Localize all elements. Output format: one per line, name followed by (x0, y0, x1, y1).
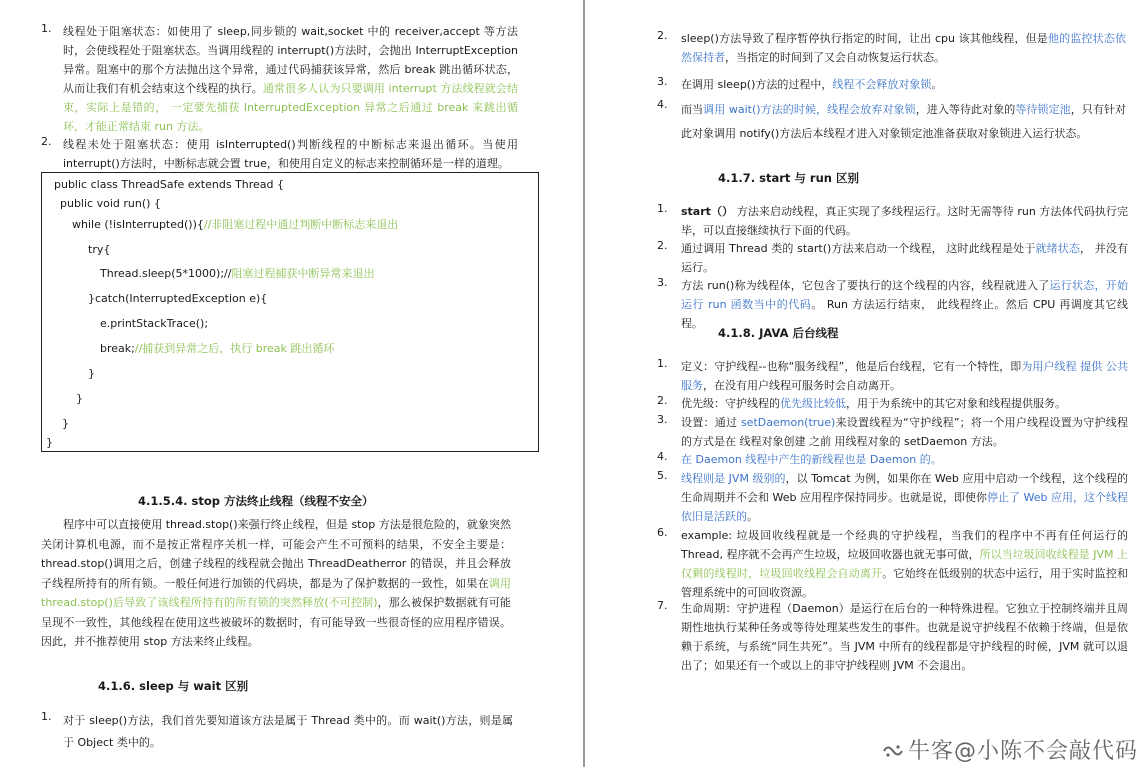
code-line: try{ (88, 243, 111, 256)
section-heading: 4.1.5.4. stop 方法终止线程（线程不安全） (138, 494, 374, 508)
list-item: 通过调用 Thread 类的 start()方法来启动一个线程， 这时此线程是处于就绪状态， 并没有运行。 (681, 242, 1129, 274)
highlight-blue: 他的监控状态依然保持者 (681, 32, 1127, 64)
list-number: 3. (657, 276, 668, 289)
list-number: 7. (657, 599, 668, 612)
highlight-blue: 为用户线程 提供 公共服务 (681, 360, 1128, 392)
list-item: 线程未处于阻塞状态：使用 isInterrupted()判断线程的中断标志来退出循环。当使用 interrupt()方法时，中断标志就会置 true，和使用自定义的标志来控制循环是一样的道理。 (63, 138, 518, 170)
paragraph: 程序中可以直接使用 thread.stop()来强行终止线程，但是 stop 方法是很危险的，就象突然关闭计算机电源，而不是按正常程序关机一样，可能会产生不可预料的结果，不安全主要是：thread.stop()调用之后，创建子线程的线程就会抛出 ThreadDeatherror 的错误，并且会释放子线程所持有的所有锁。一般任何进行加锁的代码块，都是为了保护数据的一致性，如果在调用 thread.stop()后导致了该线程所持有的所有锁的突然释放(不可控制)，那么被保护数据就有可能呈现不一致性，其他线程在使用这些被破坏的数据时，有可能导致一些很奇怪的应用程序错误。因此，并不推荐使用 stop 方法来终止线程。 (41, 518, 512, 648)
code-comment: //捕获到异常之后，执行 break 跳出循环 (134, 342, 335, 355)
list-number: 1. (657, 202, 668, 215)
highlight-blue: 优先级比较低 (780, 397, 846, 410)
highlight-blue: 调用 wait()方法的时候，线程会放弃对象锁 (703, 103, 916, 116)
highlight-blue: 在 Daemon 线程中产生的新线程也是 Daemon 的。 (681, 453, 942, 466)
list-item: 对于 sleep()方法，我们首先要知道该方法是属于 Thread 类中的。而 wait()方法，则是属于 Object 类中的。 (63, 714, 513, 749)
code-line: while (!isInterrupted()){//非阻塞过程中通过判断中断标志来退出 (72, 218, 399, 231)
list-item: 生命周期：守护进程（Daemon）是运行在后台的一种特殊进程。它独立于控制终端并且周期性地执行某种任务或等待处理某些发生的事件。也就是说守护线程不依赖于终端，但是依赖于系统，与系统“同生共死”。当 JVM 中所有的线程都是守护线程的时候，JVM 就可以退出了；如果还有一个或以上的非守护线程则 JVM 不会退出。 (681, 602, 1128, 672)
list-item: 定义：守护线程--也称“服务线程”，他是后台线程，它有一个特性，即为用户线程 提供 公共服务，在没有用户线程可服务时会自动离开。 (681, 360, 1128, 392)
list-item: 优先级：守护线程的优先级比较低，用于为系统中的其它对象和线程提供服务。 (681, 397, 1066, 410)
code-line: } (62, 417, 69, 430)
code-line: Thread.sleep(5*1000);//阻塞过程捕获中断异常来退出 (100, 267, 375, 280)
list-number: 2. (657, 239, 668, 252)
section-heading: 4.1.8. JAVA 后台线程 (718, 326, 839, 340)
list-item: 方法 run()称为线程体，它包含了要执行的这个线程的内容，线程就进入了运行状态，开始运行 run 函数当中的代码。 Run 方法运行结束， 此线程终止。然后 CPU 再调度其它线程。 (681, 279, 1129, 330)
code-line: } (46, 436, 53, 449)
list-number: 2. (41, 135, 52, 148)
code-line: }catch(InterruptedException e){ (88, 292, 268, 305)
list-number: 1. (41, 710, 52, 723)
code-block (41, 172, 539, 452)
list-number: 3. (657, 75, 668, 88)
highlight-blue: setDaemon(true) (740, 416, 836, 429)
code-comment: //非阻塞过程中通过判断中断标志来退出 (203, 218, 399, 231)
list-number: 1. (657, 357, 668, 370)
section-heading: 4.1.7. start 与 run 区别 (718, 171, 859, 185)
code-line: } (76, 392, 83, 405)
list-number: 3. (657, 413, 668, 426)
list-number: 4. (657, 98, 668, 111)
list-item (63, 22, 518, 136)
list-number: 2. (657, 394, 668, 407)
section-heading: 4.1.6. sleep 与 wait 区别 (98, 679, 249, 693)
highlight-blue: 就绪状态 (1035, 242, 1080, 255)
code-line: e.printStackTrace(); (100, 317, 209, 330)
highlight-blue: 线程不会释放对象锁 (832, 78, 932, 91)
code-line: public void run() { (60, 197, 161, 210)
highlight-blue: 运行状态，开始运行 run 函数当中的代码 (681, 279, 1129, 311)
list-item: sleep()方法导致了程序暂停执行指定的时间，让出 cpu 该其他线程，但是他的监控状态依然保持者，当指定的时间到了又会自动恢复运行状态。 (681, 32, 1127, 64)
highlight-green: 通常很多人认为只要调用 interrupt 方法线程就会结束，实际上是错的， 一定要先捕获 InterruptedException 异常之后通过 break 来跳出循环，才能正常结束 run 方法。 (63, 82, 518, 133)
highlight-blue: 线程则是 JVM 级别的 (681, 472, 786, 485)
watermark: 牛客@小陈不会敲代码 (882, 734, 1138, 765)
item-text: 线程处于阻塞状态：如使用了 sleep,同步锁的 wait,socket 中的 receiver,accept 等方法时，会使线程处于阻塞状态。当调用线程的 interrupt()方法时，会抛出 InterruptException 异常。阻塞中的那个方法抛出这个异常，通过代码捕获该异常，然后 break 跳出循环状态，从而让我们有机会结束这个线程的执行。 (63, 25, 518, 95)
highlight-green: 所以当垃圾回收线程是 JVM 上仅剩的线程时，垃圾回收线程会自动离开 (681, 548, 1128, 580)
list-item: start（） 方法来启动线程，真正实现了多线程运行。这时无需等待 run 方法体代码执行完毕，可以直接继续执行下面的代码。 (681, 205, 1129, 237)
list-number: 4. (657, 450, 668, 463)
code-comment: 阻塞过程捕获中断异常来退出 (231, 267, 375, 280)
right-page (585, 0, 1146, 767)
code-line: public class ThreadSafe extends Thread { (54, 178, 285, 191)
list-item: 设置：通过 setDaemon(true)来设置线程为“守护线程”；将一个用户线程设置为守护线程的方式是在 线程对象创建 之前 用线程对象的 setDaemon 方法。 (681, 416, 1128, 448)
list-number: 1. (41, 22, 52, 35)
highlight-green: 调用 thread.stop()后导致了该线程所持有的所有锁的突然释放(不可控制) (41, 576, 512, 609)
list-item (681, 450, 1128, 469)
list-item: example: 垃圾回收线程就是一个经典的守护线程，当我们的程序中不再有任何运行的 Thread, 程序就不会再产生垃圾，垃圾回收器也就无事可做，所以当垃圾回收线程是 JVM 上仅剩的线程时，垃圾回收线程会自动离开。它始终在低级别的状态中运行，用于实时监控和管理系统中的可回收资源。 (681, 529, 1129, 599)
code-line: } (88, 367, 95, 380)
nowcoder-logo-icon (882, 742, 904, 760)
list-number: 6. (657, 526, 668, 539)
code-line: break;//捕获到异常之后，执行 break 跳出循环 (100, 342, 335, 355)
list-item: 而当调用 wait()方法的时候，线程会放弃对象锁，进入等待此对象的等待锁定池，只有针对此对象调用 notify()方法后本线程才进入对象锁定池准备获取对象锁进入运行状态。 (681, 103, 1127, 140)
list-number: 2. (657, 29, 668, 42)
highlight-blue: 等待锁定池 (1015, 103, 1071, 116)
list-item: 在调用 sleep()方法的过程中，线程不会释放对象锁。 (681, 78, 943, 91)
list-number: 5. (657, 469, 668, 482)
list-item: 线程则是 JVM 级别的，以 Tomcat 为例，如果你在 Web 应用中启动一个线程，这个线程的生命周期并不会和 Web 应用程序保持同步。也就是说，即使你停止了 Web 应用，这个线程依旧是活跃的。 (681, 472, 1128, 523)
highlight-blue: 停止了 Web 应用，这个线程依旧是活跃的 (681, 491, 1128, 523)
